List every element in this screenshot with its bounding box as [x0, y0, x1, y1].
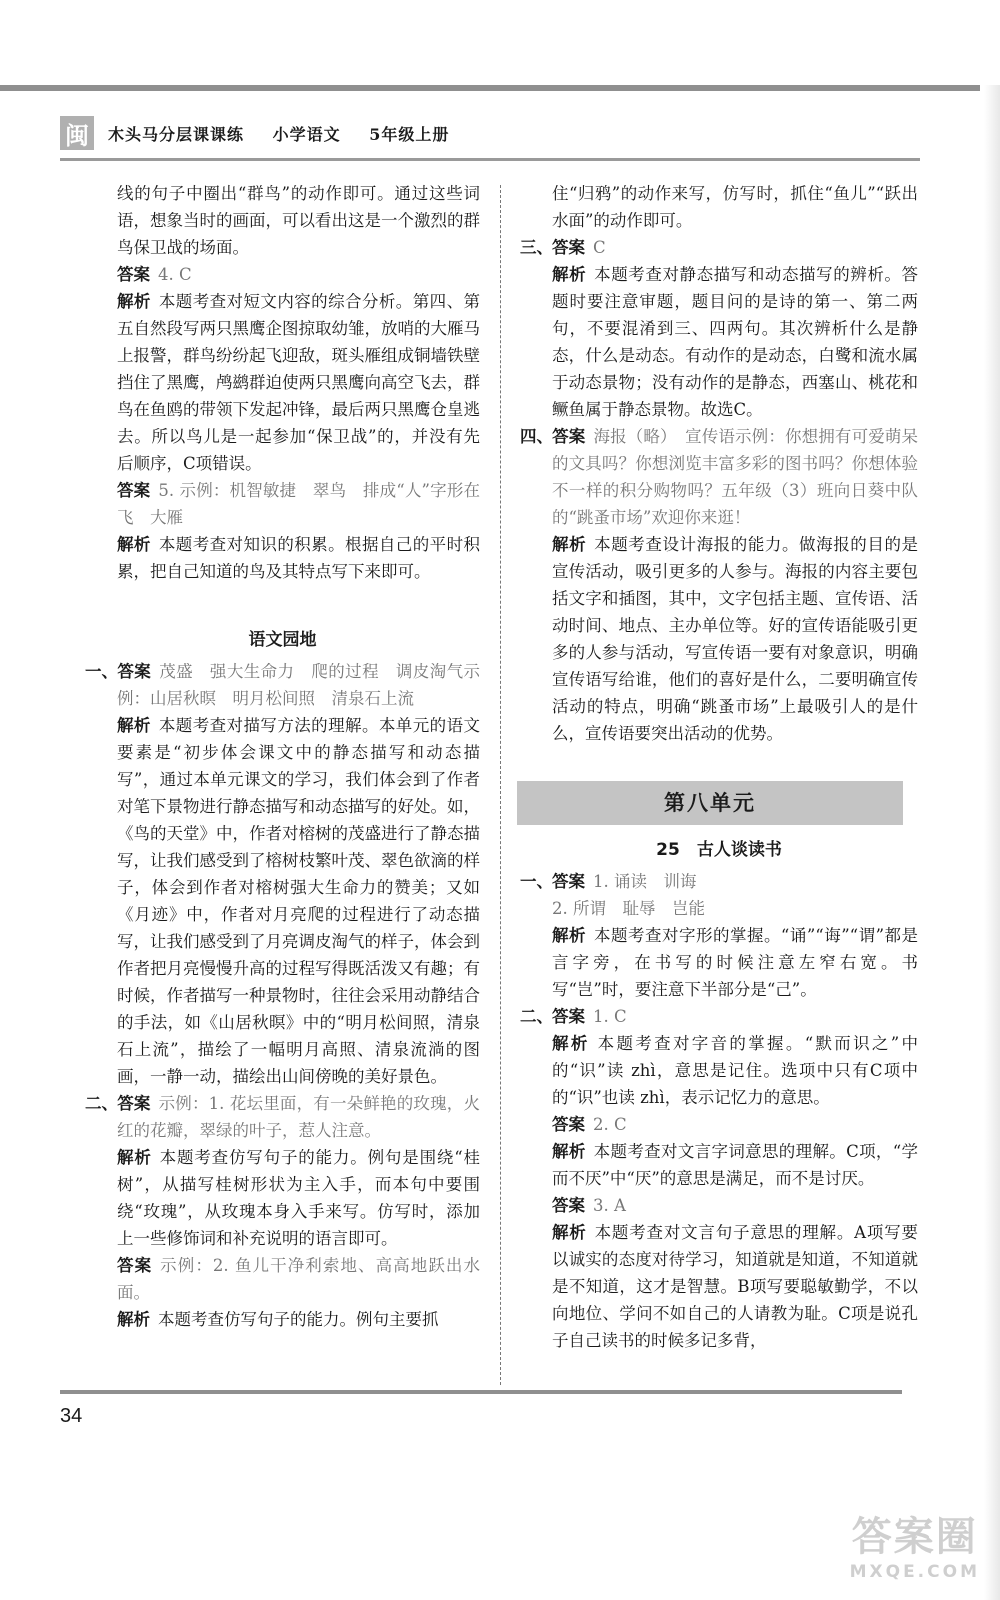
l2-explanation-2: 解析 本题考查对文言字词意思的理解。C项，“学而不厌”中“厌”的意思是满足，而不是讨厌。 — [552, 1142, 919, 1188]
series-title: 木头马分层课课练 — [108, 124, 245, 144]
l2-explanation-1: 解析 本题考查对字音的掌握。“默而识之”中的“识”读 zhì，意思是记住。选项中只有C项中的“识”也读 zhì，表示记忆力的意思。 — [552, 1034, 919, 1107]
s3-answer: 三、答案 C — [520, 238, 606, 257]
s1-explanation: 解析 本题考查对描写方法的理解。本单元的语文要素是“初步体会课文中的静态描写和动态描写”，通过本单元课文的学习，我们体会到了作者对笔下景物进行静态描写和动态描写的好处。如，《鸟的天堂》中，作者对榕树的茂盛进行了静态描写，让我们感受到了榕树枝繁叶茂、翠色欲滴的样子，体会到作者对榕树强大生命力的赞美；又如《月迹》中，作者对月亮爬的过程进行了动态描写，让我们感受到了月亮调皮淘气的样子，体会到作者把月亮慢慢升高的过程写得既活泼又有趣；有时候，作者描写一种景物时，往往会采用动静结合的手法，如《山居秋暝》中的“明月松间照，清泉石上流”，描绘了一幅明月高照、清泉流淌的图画，一静一动，描绘出山间傍晚的美好景色。 — [117, 716, 481, 1086]
page-number: 34 — [60, 1405, 83, 1427]
q5-answer: 答案 5. 示例：机智敏捷 翠鸟 排成“人”字形在飞 大雁 — [117, 481, 481, 527]
watermark-domain: MXQE.COM — [849, 1562, 980, 1582]
continued-paragraph: 住“归鸦”的动作来写，仿写时，抓住“鱼儿”“跃出水面”的动作即可。 — [552, 184, 918, 230]
column-divider — [500, 185, 501, 1385]
left-column — [85, 180, 480, 1333]
s2-explanation-1: 解析 本题考查仿写句子的能力。例句是围绕“桂树”，从描写桂树形状为主入手，而本句中要围绕“玫瑰”，从玫瑰本身入手来写。仿写时，添加上一些修饰词和补充说明的语言即可。 — [117, 1148, 481, 1248]
top-bar — [0, 85, 980, 91]
s3-explanation: 解析 本题考查对静态描写和动态描写的辨析。答题时要注意审题，题目问的是诗的第一、第二两句，不要混淆到三、四两句。其次辨析什么是静态，什么是动态。有动作的是动态，白鹭和流水属于动态景物；没有动作的是静态，西塞山、桃花和鳜鱼属于静态景物。故选C。 — [552, 265, 919, 419]
q5-explanation: 解析 本题考查对知识的积累。根据自己的平时积累，把自己知道的鸟及其特点写下来即可。 — [117, 535, 481, 581]
footer-rule — [60, 1390, 902, 1394]
page-edge-shadow — [984, 85, 1000, 1600]
l2-explanation-3: 解析 本题考查对文言句子意思的理解。A项写要以诚实的态度对待学习，知道就是知道，不知道就是不知道，这才是智慧。B项写要聪敏勤学，不以向地位、学问不如自己的人请教为耻。C项是说孔子自己读书的时候多记多背， — [552, 1223, 919, 1350]
unit-banner: 第八单元 — [517, 781, 903, 825]
right-column — [520, 180, 918, 1354]
watermark-brand: 答案圈 — [851, 1514, 978, 1560]
s1-answer: 一、答案 茂盛 强大生命力 爬的过程 调皮淘气示例：山居秋暝 明月松间照 清泉石上流 — [85, 662, 481, 708]
q4-answer: 答案 4. C — [117, 265, 192, 284]
subject-title: 小学语文 — [272, 124, 341, 144]
s4-explanation: 解析 本题考查设计海报的能力。做海报的目的是宣传活动，吸引更多的人参与。海报的内容主要包括文字和插图，其中，文字包括主题、宣传语、活动时间、地点、主办单位等。好的宣传语能吸引更多的人参与活动，写宣传语一要有对象意识，明确宣传语写给谁，他们的喜好是什么，二要明确宣传活动的特点，明确“跳蚤市场”上最吸引人的是什么，宣传语要突出活动的优势。 — [552, 535, 919, 743]
running-header — [60, 116, 471, 150]
lesson-title: 25 古人谈读书 — [656, 840, 782, 860]
s4-answer: 四、答案 海报（略） 宣传语示例：你想拥有可爱萌呆的文具吗？你想浏览丰富多彩的图书吗？你想体验不一样的积分购物吗？五年级（3）班向日葵中队的“跳蚤市场”欢迎你来逛！ — [520, 427, 919, 527]
header-rule — [60, 158, 920, 161]
l2-answer-3: 答案 3. A — [552, 1196, 626, 1215]
grade-title: 5年级上册 — [369, 124, 450, 144]
l2-answer-1: 二、答案 1. C — [520, 1007, 627, 1026]
header-text — [108, 122, 471, 145]
watermark-logo — [850, 1505, 980, 1582]
intro-paragraph: 线的句子中圈出“群鸟”的动作即可。通过这些词语，想象当时的画面，可以看出这是一个激烈的群鸟保卫战的场面。 — [117, 184, 481, 257]
q4-explanation: 解析 本题考查对短文内容的综合分析。第四、第五自然段写两只黑鹰企图掠取幼雏，放哨的大雁马上报警，群鸟纷纷起飞迎敌，斑头雁组成铜墙铁壁挡住了黑鹰，鸬鹚群迫使两只黑鹰向高空飞去，群鸟在鱼鸥的带领下发起冲锋，最后两只黑鹰仓皇逃去。所以鸟儿是一起参加“保卫战”的，并没有先后顺序，C项错误。 — [117, 292, 481, 473]
l1-explanation: 解析 本题考查对字形的掌握。“诵”“诲”“谓”都是言字旁，在书写的时候注意左窄右宽。书写“岂”时，要注意下半部分是“己”。 — [552, 926, 919, 999]
l2-answer-2: 答案 2. C — [552, 1115, 627, 1134]
s2-explanation-2: 解析 本题考查仿写句子的能力。例句主要抓 — [117, 1310, 439, 1329]
l1-answer: 一、答案 1. 诵读 训诲 2. 所谓 耻辱 岂能 — [520, 872, 705, 918]
section-title: 语文园地 — [248, 630, 317, 650]
publisher-logo-icon: 闽 — [60, 116, 94, 150]
s2-answer-2: 答案 示例：2. 鱼儿干净利索地、高高地跃出水面。 — [117, 1256, 481, 1302]
s2-answer-1: 二、答案 示例：1. 花坛里面，有一朵鲜艳的玫瑰，火红的花瓣，翠绿的叶子，惹人注意。 — [85, 1094, 480, 1140]
